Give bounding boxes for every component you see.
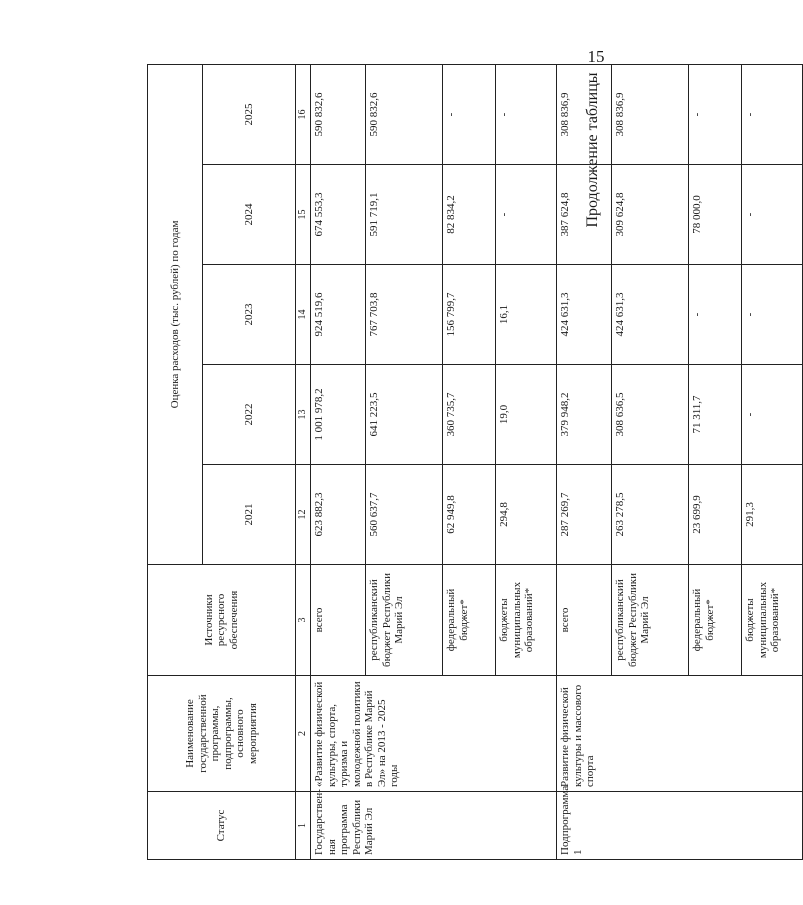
value-cell: 308 836,9 [557,64,612,164]
table-row [557,64,612,859]
status-cell: Подпрограмма 1 [557,792,803,860]
col-number: 14 [296,265,311,365]
value-cell: - [689,64,742,164]
value-cell: 71 311,7 [689,365,742,465]
value-cell: - [496,165,557,265]
source-cell: всего [311,565,366,676]
value-cell: 560 637,7 [366,465,443,565]
source-cell: бюджеты муниципальных образований* [742,565,803,676]
header-group: Оценка расходов (тыс. рублей) по годам [148,64,203,564]
header-year: 2025 [203,64,296,164]
value-cell: 590 832,6 [366,64,443,164]
value-cell: 263 278,5 [612,465,689,565]
value-cell: 767 703,8 [366,265,443,365]
source-cell: федеральный бюджет* [443,565,496,676]
value-cell: 309 624,8 [612,165,689,265]
col-number: 2 [296,676,311,792]
value-cell: 590 832,6 [311,64,366,164]
budget-table-rotated [147,65,781,860]
value-cell: 294,8 [496,465,557,565]
program-name-cell: «Развитие физической культуры, спорта, туризма и молодежной политики в Республике Марий Эл» на 2013 - 2025 годы [311,676,557,792]
value-cell: 924 519,6 [311,265,366,365]
value-cell: - [742,365,803,465]
col-number: 1 [296,792,311,860]
value-cell: 424 631,3 [557,265,612,365]
header-year: 2024 [203,165,296,265]
value-cell: 591 719,1 [366,165,443,265]
col-number: 16 [296,64,311,164]
budget-table [147,64,803,860]
value-cell: 78 000,0 [689,165,742,265]
col-number: 3 [296,565,311,676]
table-row [311,64,366,859]
value-cell: - [443,64,496,164]
source-cell: федеральный бюджет* [689,565,742,676]
value-cell: 16,1 [496,265,557,365]
header-name: Наименование государственной программы, подпрограммы, основного мероприятия [148,676,296,792]
header-year: 2023 [203,265,296,365]
source-cell: республиканский бюджет Республики Марий Эл [612,565,689,676]
value-cell: - [742,265,803,365]
value-cell: 62 949,8 [443,465,496,565]
value-cell: 23 699,9 [689,465,742,565]
value-cell: - [742,165,803,265]
value-cell: 1 001 978,2 [311,365,366,465]
value-cell: 308 636,5 [612,365,689,465]
value-cell: 19,0 [496,365,557,465]
header-row-top [148,64,203,859]
page-number: 15 [587,47,605,66]
header-year: 2022 [203,365,296,465]
value-cell: 308 836,9 [612,64,689,164]
value-cell: 360 735,7 [443,365,496,465]
value-cell: 623 882,3 [311,465,366,565]
value-cell: 379 948,2 [557,365,612,465]
header-status: Статус [148,792,296,860]
col-number: 13 [296,365,311,465]
value-cell: 291,3 [742,465,803,565]
col-number: 15 [296,165,311,265]
source-cell: республиканский бюджет Республики Марий Эл [366,565,443,676]
col-number: 12 [296,465,311,565]
value-cell: 424 631,3 [612,265,689,365]
value-cell: 641 223,5 [366,365,443,465]
value-cell: 287 269,7 [557,465,612,565]
value-cell: 156 799,7 [443,265,496,365]
program-name-cell: Развитие физической культуры и массового спорта [557,676,803,792]
value-cell: - [689,265,742,365]
continuation-caption-text: Продолжение таблицы [584,72,601,228]
source-cell: бюджеты муниципальных образований* [496,565,557,676]
value-cell: - [496,64,557,164]
source-cell: всего [557,565,612,676]
header-row-numbers [296,64,311,859]
header-source: Источники ресурсного обеспечения [148,565,296,676]
value-cell: 82 834,2 [443,165,496,265]
value-cell: 674 553,3 [311,165,366,265]
value-cell: - [742,64,803,164]
status-cell: Государствен-ная программа Республики Марий Эл [311,792,557,860]
header-year: 2021 [203,465,296,565]
value-cell: 387 624,8 [557,165,612,265]
